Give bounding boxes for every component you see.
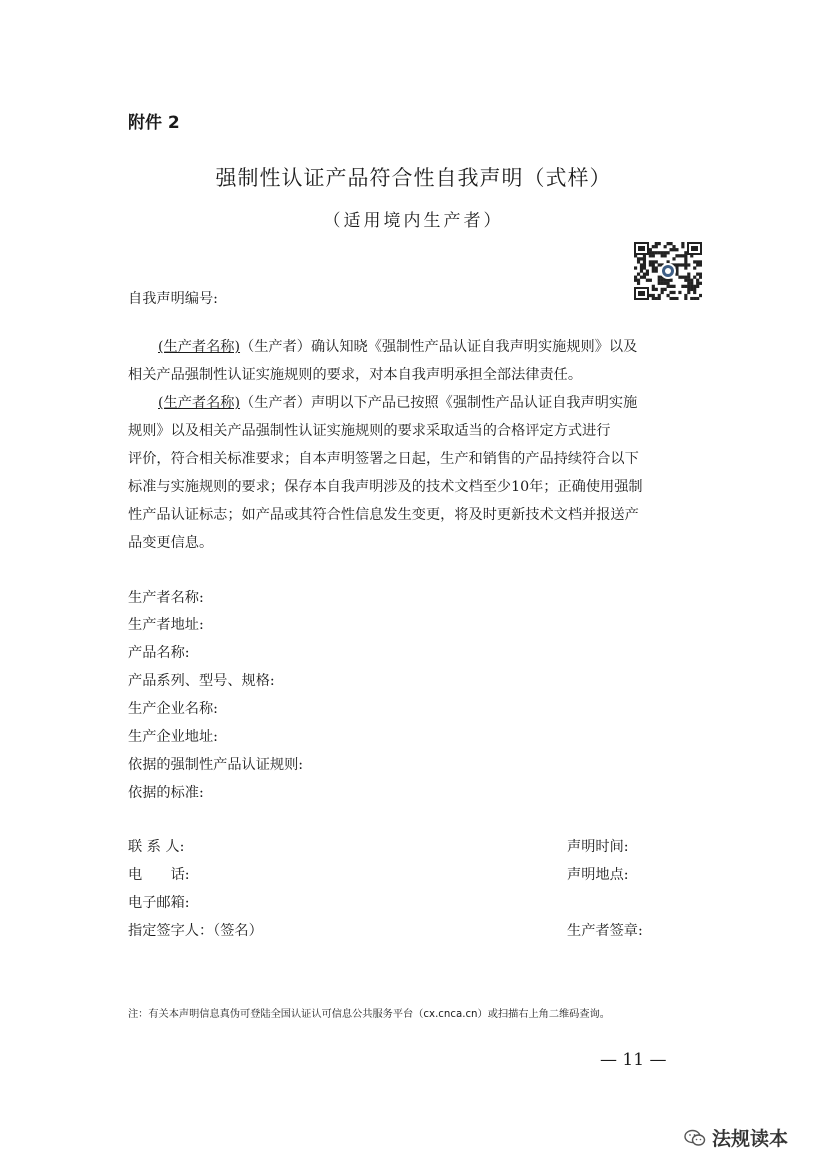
product-name-field: 产品名称: bbox=[128, 645, 190, 661]
para2-line6: 品变更信息。 bbox=[128, 535, 214, 551]
producer-seal-field: 生产者签章: bbox=[567, 923, 643, 939]
document-subtitle: （适用境内生产者） bbox=[323, 211, 504, 231]
footnote: 注：有关本声明信息真伪可登陆全国认证认可信息公共服务平台（cx.cnca.cn）或扫描右上角二维码查询。 bbox=[128, 1009, 610, 1020]
wechat-icon bbox=[684, 1129, 706, 1147]
document-title: 强制性认证产品符合性自我声明（式样） bbox=[215, 166, 612, 190]
watermark-text: 法规读本 bbox=[712, 1128, 789, 1150]
para2-line3: 评价，符合相关标准要求；自本声明签署之日起，生产和销售的产品持续符合以下 bbox=[128, 451, 639, 467]
watermark bbox=[684, 1124, 788, 1151]
producer-address-field: 生产者地址: bbox=[128, 617, 204, 633]
signatory-field: 指定签字人：（签名） bbox=[128, 923, 263, 939]
rules-basis-field: 依据的强制性产品认证规则: bbox=[128, 757, 304, 773]
producer-name-field: 生产者名称: bbox=[128, 590, 204, 606]
para2-line4: 标准与实施规则的要求；保存本自我声明涉及的技术文档至少10年；正确使用强制 bbox=[128, 479, 643, 495]
declaration-time-field: 声明时间: bbox=[567, 839, 629, 855]
para1-line1: (生产者名称)（生产者）确认知晓《强制性产品认证自我声明实施规则》以及 bbox=[158, 339, 638, 355]
manufacturer-address-field: 生产企业地址: bbox=[128, 729, 218, 745]
phone-field: 电 话: bbox=[128, 867, 190, 883]
producer-name-placeholder: (生产者名称) bbox=[158, 395, 241, 411]
para2-line5: 性产品认证标志；如产品或其符合性信息发生变更，将及时更新技术文档并报送产 bbox=[128, 507, 639, 523]
para1-line2: 相关产品强制性认证实施规则的要求，对本自我声明承担全部法律责任。 bbox=[128, 367, 583, 383]
product-series-field: 产品系列、型号、规格: bbox=[128, 673, 275, 689]
declaration-place-field: 声明地点: bbox=[567, 867, 629, 883]
producer-name-placeholder: (生产者名称) bbox=[158, 339, 241, 355]
declaration-number-label: 自我声明编号: bbox=[128, 291, 218, 307]
page-number: — 11 — bbox=[600, 1050, 667, 1070]
manufacturer-name-field: 生产企业名称: bbox=[128, 701, 218, 717]
attachment-label: 附件 2 bbox=[128, 113, 180, 133]
standard-basis-field: 依据的标准: bbox=[128, 785, 204, 801]
email-field: 电子邮箱: bbox=[128, 895, 190, 911]
contact-person-field: 联 系 人: bbox=[128, 839, 185, 855]
qr-code-icon[interactable] bbox=[634, 242, 702, 300]
para2-line2: 规则》以及相关产品强制性认证实施规则的要求采取适当的合格评定方式进行 bbox=[128, 423, 611, 439]
para2-line1: (生产者名称)（生产者）声明以下产品已按照《强制性产品认证自我声明实施 bbox=[158, 395, 638, 411]
